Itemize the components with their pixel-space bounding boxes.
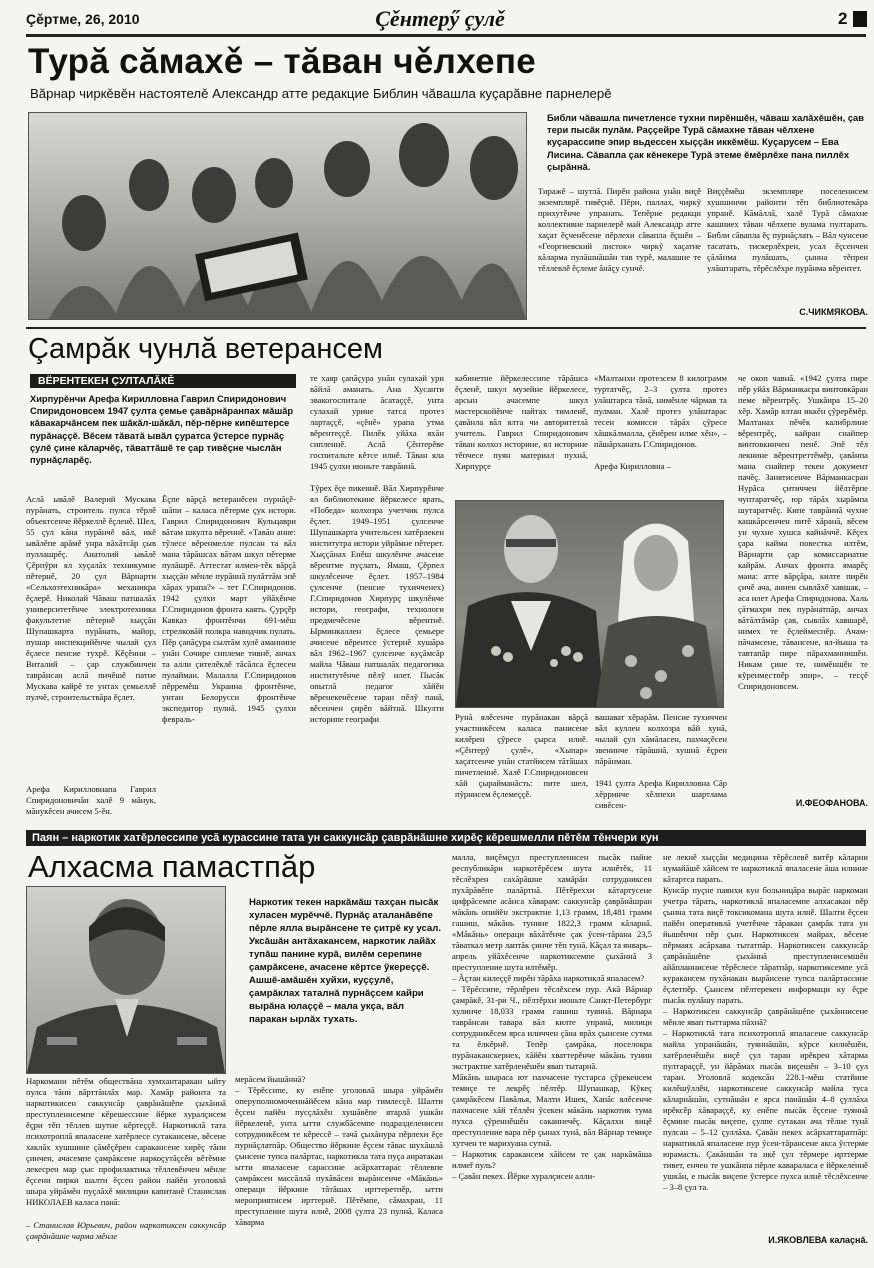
article2-caption-right: вашават хěрарăм. Пенсие тухиччен вăл куллен колхозра вăй хунă, чылай çул хăмăласен, пахчаçěсен звенинче тăрăшнă, хушнă ěçрен пăрăнман. 1941 çулта Арефа Кирилловна Сăр хěрринче хěлпехи шартлама сивěсен- [595, 712, 727, 810]
issue-date: Çěртме, 26, 2010 [26, 11, 140, 27]
page-number: 2 [838, 9, 848, 28]
article3-column-3: малла, виçěмçул преступленисен пысăк пайне республикăри наркотěрěсем шута илнěтěк, 11 тěслěхрен сахăрăшне хамăрăн сотрудниксен пухăрăвěпе палăртнă. Пěтěреххи кăтартусене цифрăсемпе асăнса хăварам: саккунсăр çаврăнăшран мăкăнь опийěн экстрактне 1,13 грамм, 18,481 грамм гашиш, мăкăнь тунине 1822,3 грамм кăларнă. «Мăкăнь» операци вăхăтěнче çак ỹсен-тăрана 23,5 тăваткал метр лаптăк çинче тěп тунă. Кăçал та январь–апрель уйăхěсенче наркотиксемпе çыхăннă 3 преступление шута илтěмěр. – Ăçтан килеççě пирěн тăрăха наркотиклă япаласем? – Тěрěссипе, тěрлěрен тěслěхсем пур. Акă Вăрнар çамрăкě, 31-ри Ч., пěлтěрхи июньте Санкт-Петербург хулинче 18,033 грамм гашиш туяннă. Вăрнара таврăнсан тавара вăл килте упранă, милици сотрудникěсем ярса иличчен çăна ярăх çынсене сутма та ěлкěрнě. Тепěр çамрăка, поселокра пурăнаканскернех, хăйěн хваттерěнче мăкăнь тунин экстрактне хатěрленěшěн явап тытарнă. Мăкăнь шыраса ют пахчасене тустарса çỹрекенсем темиçе те лекрěç пěлтěр. Шупашкар, Кỹкеç çамрăкěсем Павăлья, Малти Ишек, Хапăс ялěсенче пахчасене хăй тěллěн ỹсекен мăкăнь наркотик тума пухса çỹреннěшěн саканнечěç. Кăçалхи вицě преступление вара пěр çынах тунă, вăл Вăрнар темиçе хутчен те марихуана сутнă. – Наркотик саракансем хăйсем те çак наркăмăша илмеř пуль? – Çавăн пекех. Йěрке хуралçисен алли- [452, 852, 652, 1181]
article1-photo [28, 112, 527, 320]
article1-lead: Библи чăвашла пичетленсе тухни пирěншěн, чăваш халăхěшěн, çав тери пысăк пулăм. Раççейре Турă сăмахне тăван чěлхене куçарассипе эпир вьдессен хыççăн иккěмěш. Куçарусем – Ева Лисина. Сăвапла çак кěнекере Турă этеме ěмěрлěхе пана пиллěх çырăннă. [547, 112, 865, 172]
article2-title: Çамрăк чунлă ветерансем [28, 333, 383, 365]
article1-column-2: Виççěмěш экземпляре поселенисем хушшинчи районти тěп библиотекăра упранě. Кăмăллă, халě Турă сăмахне кашниех тăван чěлхепе вулама пултарать. Библи сăвапла ěç пурнăçлать – Вăл чунсене тасатать, тискерлěхрен, усал ěçсенчен çăлăнма пулăшать, çынна тěпрен улăштарать, тěрěслěхре пурăнма вěрентет. [707, 186, 868, 273]
article2-column-3: те хаяр çапăçура унăн сулахай ури вăйлă аманать. Ана Хусанти эвакогоспитале ăсатаççě, унта сулахай урине татса протез лартаççě, «çěнě» урапа утма вěрентеççě. Пилěк уйăха яхăн сипленнě. Аслă Çěнтерěве госпитальте кěтсе илнě. Тăван яла 1945 çулхи июньте таврăннă. Тỹрех ěçе пикеннě. Вăл Хирпурěнче ял библиотекине йěркелесе ярать, «Победа» колхозра учетчик пулса ěçлет. 1949–1951 çулсенче Шупашкарта учительсен хатěрлекен институтра истори уйрăмне пěтерет. Хыççăнах Енěш шкулěнче ачасене вěрентме пуçлать, Ямаш, Çěрпел шкулěсенче ěçлет. 1957–1984 çулсенче (пенсие тухичченех) Г.Спиридонов Хирпурç шкулěнче истори, географи, технологи предмечěсене вěрентнě. Ырминкаллен ěçлесе çемьере ачисене вěрентсе ỹстернě хушăра вăл 1962–1967 çулсенче куçăмсăр майла Чăваш патшалăх педагогика институтěнче пěлỹ илет. Пысăк опытлă педагог хăйěн вěренекенěсене таран пěлỹ панă, вěсенчен çирěп вăйтнă. Шкулти историпе географи [310, 373, 444, 724]
article2-column-6: че окоп чавнă. «1942 çулта пире пěр уйăх Вăрманкасра винтовкăран пеме вěрентрěç. Ушкăнра 15–20 хěр. Хамăр ялтан иккěн çỹрерěмěр. Малтанах пěчěк калибрлине вěрентрěç, кайран снайпер винтовкинчен пенě. Эпě тěл лекнине вěрентреттěмěр, çавăнпа мана снайпер текен документ пачěç. Занятисенче Вăрманкасран Нурăса çитиччен йěлтěрпе чуптаратчěç, юр тăрăх хырăмпа шутаратчěç. Кипе таврăннă чухне кашкăрсенчен питě хăранă, вěсем ун чухне хушса кайнăччě. Кěçех çара кайма повестка илтěм, Вăрнарти çар комиссариатне кайрăм. Анчах фронта ямарěç мана: атте вăрçăра, килте пирěн çичě ача, аннен сывлăхě хавшак, – аса илет Арефа Спиридонова. Халь çăтмахри пек пурăнатпăр, анчах вăтăлтăмăр çав, сывлăх хавшарě, нимех те ěçлеймеспěр. Ачам-пăчамсене, тăвансене, ял-йыша та тавтапăр пире пăрахманнишěн. Никам çине те, нимěншěн те кỹренместпěр эпир», – тесçě Спиридоновсем. [738, 373, 868, 691]
article2-photo [455, 500, 724, 708]
article3-photo [26, 886, 226, 1074]
group-with-bible-illustration [29, 113, 526, 319]
article3-author: И.ЯКОВЛЕВА калаçнă. [768, 1235, 868, 1245]
article2-rubric: ВЁРЕНТЕКЕН ÇУЛТАЛĂКĚ [30, 374, 296, 388]
veteran-couple-illustration [456, 501, 723, 707]
article3-column-1: Наркомани пěтěм обществăна хумхантаракан ыйту пулса тăни вăрттăнлăх мар. Хамăр районта та наркотикисен саккунсăр çаврăнăшěпе çыхăннă преступленисемпе кěрешессине йěрке хуралçисем ěçри тěп тěллев шутне кěртеççě. Наркотиклă тата психотроплă япаласене хатěрлесе сутакансене, вěсене хаклăх хушшине çăмěçěрен саракансене хирěç тăни çинчен, ачасемпе çамрăксене наркоçутăçсěн вěтěмне лекесрен мар çыс профилактика тěллевěнчен мěнле ěçсени пирки шалти ěçсен район пайěн уголовлă шыра уйрăмěн пуçлăхě милиции капитанě Станислав НИКОЛАЕВ каласа панă: [26, 1076, 226, 1207]
article2-lead: Хирпурěнчи Арефа Кирилловна Гаврил Спиридонович Спиридоновсем 1947 çулта çемье çавăрнăранпах мăшăр кăвакарчăнсем пек шăкăл-шăкăл, пěр-пěрне кипěштерсе пурăнаççě. Вěсем тăватă ывăл çуратса ỹстерсе пурнăç çулě çине кăларчěç, тăваттăшě те çар тивěçне чыслăн пурнăçларěç. [30, 394, 294, 466]
article2-column-4: кабинетне йěркелессипе тăрăшса ěçленě, шкул музейне йěркелесе, арсын ачасемпе шкул мастерскойěнче пайтах тимленě, çавăнла вăл ялта чи авторитетлă учитель. Гаврил Спиридонович тăван колхоз историне, ял историне тěпчесе пуян материал пухнă, Хирпурçе [455, 373, 588, 471]
article2-caption-left: Рунă ялěсенче пурăнакан вăрçă участникěсем каласа панисене килěрен çỹресе çырса илнě. «Çěнтерỹ çулě», «Хыпар» хаçатсенче унăн статйисем тăтăшах пичетленнě. Халě Г.Спиридоновсен хăй çырайманăсть: пите шел, пỹрнисем ěçлемеççě. [455, 712, 588, 799]
article1-subtitle: Вăрнар чиркěвěн настоятелě Александр атте редакцие Библин чăвашла куçарăвне парнелерě [30, 86, 612, 101]
article1-title: Турă сăмахě – тăван чěлхепе [28, 42, 537, 81]
masthead-rule [26, 34, 866, 37]
article1-author: С.ЧИКМЯКОВА. [799, 307, 868, 317]
article3-column-2: мерăсем йышăннă? – Тěрěссипе, ку енěпе уголовлă шыра уйрăмěн оперуполномоченнăйěсем кăна мар тимлесçě. Шалти ěçсен пайěн пусçлăхěн хушăвěпе ятарлă ушкăн йěркеленě, унта ытти службăсемпе подразделенисен сотрудникěсем те кěрессě – тачă çыхăнура пěрлехи ěçе пурнăçлатпăр. Общество йěркине ěçсем тăвас шухăшлă çынсене тупса палăртас, наркотикла тата пуçа анратакан ытти япаласене сарассине асăрхаттарас тěллевпе çамрăксен массăллă пухăвăсен вырăнсенче «Мăкăнь» операци йěркине тăтăшах ирттеретпěр, ытти мероприятисем ирттернě. Пěтěмпе, сăмахран, 11 преступление шута илнě, 2008 çулта 23 пулнă. Каласа хăварма [235, 1074, 443, 1227]
article3-title: Алхасма памастпăр [28, 849, 316, 884]
police-officer-portrait-illustration [27, 887, 225, 1073]
article1-bottom-rule [26, 327, 866, 329]
article3-column-4: не лекнě хыççăн медицина тěрěслевě витěр кăларни нумайăшě хăйсем те наркотиклă япаласене ăша илнине кăтартса парать. Кунсăр пуçне паянхи кун больницăра вырăс наркоман учетра тăрать, наркотиклă япаласемпе алхасакан пěр çынна тата виçě токсикомана шута илнě. Шалти ěçсен пайěн оперативлă учетěнче тăракан çамрăк тата ун йышěнчи пěр çын. Наркотиксен майрах, вěсене пěрмаях асăрхава тытатпăр. Наркотиксен саккунсăр çаврăнăшěпе çыхăннă преступленисемшěн айăпланнисене тěрěслесе тăратпăр, наркотиксемпе усă куракансем пухăнакан вырăнсене тупса палăртассине ěçлетпěр. Çынсем пěлтерекен информаци ку ěçре пысăк пулăшу парать. – Наркотиксен саккунсăр çаврăнăшěпе çыхăннисене мěнле явап тыттарма пăхнă? – Наркотиклă тата психотроплă япаласене саккунсăр майла упранăшăн, туяннăшăн, кỹрсе килнěшěн, хатěрленěшěн виçě çул таран ирěкрен хăтарма пултараççě, ун йăрăмах пысăк виçешěн – 3–10 çул таран. Уголовлă кодексăн 228.1-мěш статйипе килěшỹллěн, наркотиксене саккунсăр майла туса кăларнăшăн, сутнăшăн е ярса панăшăн 4–8 çуллăха ирěксěр хăвараççě, ку енěпе пысăк ěçсене туяннă ěçмине пысăк виçепе, çулпе сутакан ача тěлне тунă пулсан – 5–12 çуллăха. Çавăн пекех асăрхаттаратпăр: наркотиклă япаласене пур ỹсен-тăрансене акса ỹстерме юрамасть. Çакăншăн та икě çул тěрмере ирттерме тивет, енчен те ушкăнпа пěрле кавараласа е йěркеленнě ушкăн, е пысăк виçепе ỹстерсе пухса илнě тěслěхсенче – 3–8 çул та. [663, 852, 868, 1192]
newspaper-name: Çěнтерӳ çулě [375, 6, 505, 31]
article2-author: И.ФЕОФАНОВА. [795, 798, 868, 808]
drug-day-banner: Паян – наркотик хатěрлессипе усă курассине тата ун саккунсăр çаврăнăшне хирěç кěрешмелли пěтěм тěнчери кун [26, 830, 866, 846]
article2-column-2: Ěçпе вăрçă ветеранěсен пурнăçě-шăпи – каласа пěтерме çук истори. Гаврил Спиридонович Кульцаври вăтам шкулта вěреннě. «Тавăн анне: тỹлесе вěренмелле пулсан та вăл мана тăрăшсах вăтам шкул пěтерме пулăшрě. Аттестат илмен-тěк вăрçă хыççăн мěнле пурăннă пулăттăм эпě хăрах урапа?» – тет Г.Спиридонов. 1942 çулхи март уйăхěнче Г.Спиридонов фронта каять. Çурçěр Кавказ фронтěнчи 691-мěш стрелковăй полкра наводчик пулать. Пěр çапăçура сылтăм хулě аманнипе унăн Сочире сиплеме тивнě, анчах та алли çителěклě тăсăлса ěçлесен пулайман. Малалла Г.Спиридонов пěрремěш Украина фронтěнче, унтан Белорусси фронтěнче экспедитор пулнă. 1945 çулхи февраль- [162, 494, 296, 724]
article1-column-1: Тиражě – шутлă. Пирěн района унăн виçě экземплярě тивěçнě. Пěри, паллах, чиркỹ прихутěнче упранать. Тепěрне редакци коллективне парнелерě май Александр атте хаçат ěçченěсене пěрлехи сăвапла ěçшěн – «Георгиевский листок» чиркỹ хаçатне кăларма пулăшнăшăн тав турě, малашне те тěллевлě ěçлеме ăнăçу сунчě. [538, 186, 701, 273]
article2-column-1: Аслă ывăлě Валерий Мускава пурăнать, строитель пулса тěрлě объектсенче йěркеллě ěçленě. Шел, 55 çул кăна пурăнчě вăл, икě ывăлěпе арăмě унра вăхăтсăр çыв пуллашрěç. Анатолий ывăлě Çěрпỹри ял хуçалăх техникумне пěтернě, 20 çул Вăрнарти «Сельхозтехникăра» механикра ěçлерě. Николай Чăваш патшалăх университетěнче электротехника факультетне пěтернě хыççăн Шупашкарта пурăнать, майор, пушар инспекцийěнче чылай çул ěçлесе пенсие тухрě. Кěçěнни – Виталий – çар службинчен таврăнсан аслă пичěшě патне Мускава кайрě те унтах çемьеллě пулчě, строительствăра ěçлет. [26, 494, 156, 702]
page-corner-block [853, 11, 867, 27]
article2-column-5: «Малтанхи протезсем 8 килограмм туртатчěç, 2–3 çулта протез улăштарса тăнă, нимěнле чăрмав та пулман. Халě протез улăштарас тесен комисси тăрăх çỹресе хăшкăлмалла, çěнěрен илме хěн», – пăшăрханать Г.Спиридонов. Арефа Кирилловна – [594, 373, 727, 471]
article3-lead: Наркотик текен наркăмăш тахçан пысăк хуласен мурěччě. Пурнăç аталанăвěпе пěрле ялла вырăнсене те çитрě ку усал. Уксăшăн антăхакансем, наркотик лайăх тупăш панине курă, вилěм серепине çамрăксене, ачасене кěртсе ỹкереççě. Ашшě-амăшěн хуйхи, куççулě, çамрăклах таталнă пурнăçсем кайри вырăна юлаççě – мала укçа, вăл паракан ырлăх тухать. [249, 897, 441, 1025]
article3-column-1-end: – Станислав Юрьевич, район наркотиксен саккунсăр çаврăнăшне чарма мěнле [26, 1220, 226, 1241]
article2-column-1-end: Арефа Кирилловнапа Гаврил Спиридоновичăн халě 9 мăнук, мăнукěсен ачисем 5-ěн. [26, 784, 156, 816]
